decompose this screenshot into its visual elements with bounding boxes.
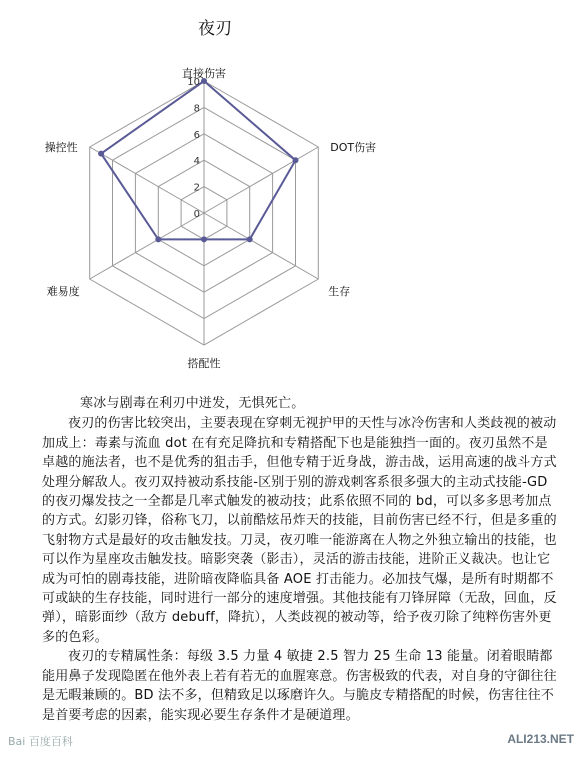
axis-spoke — [204, 213, 318, 279]
axis-spoke — [204, 147, 318, 213]
axis-label: 难易度 — [46, 285, 80, 298]
tick-label: 4 — [193, 156, 200, 168]
axis-label: 操控性 — [44, 141, 78, 154]
watermark-ali213: ALI213.NET — [507, 732, 574, 746]
article-paragraph-2: 夜刃的专精属性条：每级 3.5 力量 4 敏捷 2.5 智力 25 生命 13 能量。闭着眼睛都能用鼻子发现隐匿在他外表上若有若无的血腥寒意。伤害极致的代表，对自身的守御往往是无暇兼顾的。BD 法不多，但精致足以琢磨许久。与脆皮专精搭配的时候，伤害往往不是首要考虑的因素，能实现必要生存条件才是硬道理。 — [42, 649, 557, 723]
axis-label: 搭配性 — [187, 357, 221, 370]
data-point — [155, 236, 161, 242]
axis-label: 生存 — [328, 285, 351, 298]
grid-layer — [90, 81, 319, 345]
data-point — [247, 236, 253, 242]
watermark-baidu: Bai 百度百科 — [8, 735, 73, 748]
radar-svg — [0, 0, 584, 372]
tick-layer — [187, 77, 200, 220]
data-point — [201, 236, 207, 242]
tick-label: 8 — [193, 103, 200, 115]
radar-chart — [0, 0, 584, 372]
tick-label: 0 — [193, 209, 200, 220]
data-point — [98, 151, 104, 157]
data-point — [293, 157, 299, 163]
chart-title: 夜刃 — [198, 19, 232, 39]
tick-label: 10 — [187, 77, 200, 88]
article — [42, 394, 557, 725]
article-paragraph-1: 夜刃的伤害比较突出，主要表现在穿刺无视护甲的天性与冰冷伤害和人类歧视的被动加成上：毒素与流血 dot 在有充足降抗和专精搭配下也是能独挡一面的。夜刃虽然不是卓越的施法者，也不是优秀的狙击手，但他专精于近身战，游击战，运用高速的战斗方式处理分解敌人。夜刃双持被动系技能-区别于别的游戏刺客系很多强大的主动式技能-GD 的夜刃爆发技之一全都是几率式触发的被动技；此系依照不同的 bd，可以多多思考加点的方式。幻影刃锋，俗称飞刀，以前酷炫吊炸天的技能，目前伤害已经不行，但是多重的飞射物方式是最好的攻击触发技。刀灵，夜刃唯一能游离在人物之外独立输出的技能，也可以作为星座攻击触发技。暗影突袭（影击），灵活的游击技能，进阶正义裁决。也让它成为可怕的剧毒技能，进阶暗夜降临具备 AOE 打击能力。必加技气爆，是所有时期都不可或缺的生存技能，同时进行一部分的速度增强。其他技能有刀锋屏障（无敌，回血，反弹），暗影面纱（敌方 debuff，降抗），人类歧视的被动等，给予夜刃除了纯粹伤害外更多的色彩。 — [42, 416, 557, 645]
axis-spoke — [90, 147, 204, 213]
tick-label: 2 — [193, 182, 200, 194]
axis-label: 直接伤害 — [182, 67, 226, 80]
axis-label: DOT伤害 — [330, 141, 377, 154]
article-quote: 寒冰与剧毒在利刃中迸发，无惧死亡。 — [80, 396, 305, 411]
tick-label: 6 — [193, 129, 200, 141]
